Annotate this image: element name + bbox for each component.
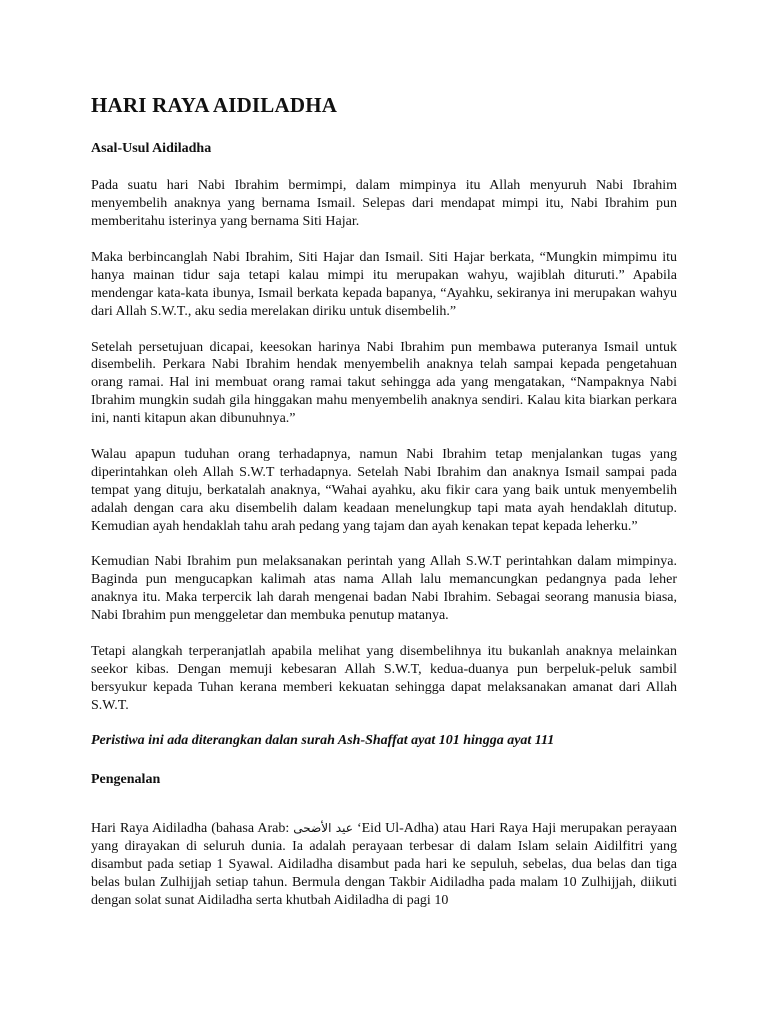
intro-text-start: Hari Raya Aidiladha (bahasa Arab: (91, 821, 294, 837)
section-heading: Pengenalan (91, 772, 161, 788)
intro-paragraph (91, 820, 677, 910)
paragraph: Tetapi alangkah terperanjatlah apabila melihat yang disembelihnya itu bukanlah anaknya melainkan seekor kibas. Dengan memuji kebesaran Allah S.W.T, kedua-duanya pun berpeluk-peluk sambil bersyukur kepada Tuhan kerana memberi kekuatan sehingga dapat melaksanakan amanat dari Allah S.W.T. (91, 643, 677, 713)
paragraph: Walau apapun tuduhan orang terhadapnya, namun Nabi Ibrahim tetap menjalankan tugas yang diperintahkan oleh Allah S.W.T terhadapnya. Setelah Nabi Ibrahim dan anaknya Ismail sampai pada tempat yang dituju, berkatalah anaknya, “Wahai ayahku, aku fikir cara yang baik untuk menyembelih adalah dengan cara aku disembelih dalam keadaan menelungkup tapi mata ayah hendaklah ditutup. Kemudian ayah hendaklah tahu arah pedang yang tajam dan ayah kenakan tepat kepada leherku.” (91, 446, 677, 534)
document-title: HARI RAYA AIDILADHA (91, 93, 338, 117)
paragraph: Kemudian Nabi Ibrahim pun melaksanakan perintah yang Allah S.W.T perintahkan dalam mimpinya. Baginda pun mengucapkan kalimah atas nama Allah lalu memancungkan pedangnya pada leher anaknya itu. Maka terpercik lah darah mengenai badan Nabi Ibrahim. Sebagai seorang manusia biasa, Nabi Ibrahim pun menggeletar dan membuka penutup matanya. (91, 554, 677, 624)
paragraph: Setelah persetujuan dicapai, keesokan harinya Nabi Ibrahim pun membawa puteranya Ismail untuk disembelih. Perkara Nabi Ibrahim hendak menyembelih anaknya telah sampai kepada pengetahuan orang ramai. Hal ini membuat orang ramai takut sehingga ada yang mengatakan, “Nampaknya Nabi Ibrahim mungkin sudah gila hinggakan mahu menyembelih anaknya sendiri. Kalau kita biarkan perkara ini, nanti kitapun akan dibunuhnya.” (91, 339, 677, 427)
intro-text-rest: ‘Eid Ul-Adha) atau Hari Raya Haji merupakan perayaan yang dirayakan di seluruh dunia. Ia adalah perayaan terbesar di dalam Islam selain Aidilfitri yang disambut pada setiap 1 Syawal. Aidiladha disambut pada hari ke sepuluh, sebelas, dua belas dan tiga belas bulan Zulhijjah setiap tahun. Bermula dengan Takbir Aidiladha pada malam 10 Zulhijjah, diikuti dengan solat sunat Aidiladha serta khutbah Aidiladha di pagi 10 (91, 821, 677, 909)
arabic-term: عيد الأضحى (293, 821, 353, 836)
document-subtitle: Asal-Usul Aidiladha (91, 141, 212, 157)
paragraph: Maka berbincanglah Nabi Ibrahim, Siti Hajar dan Ismail. Siti Hajar berkata, “Mungkin mimpimu itu hanya mainan tidur saja tetapi kalau mimpi itu merupakan wahyu, wajiblah dituruti.” Apabila mendengar kata-kata ibunya, Ismail berkata kepada bapanya, “Ayahku, sekiranya ini merupakan wahyu dari Allah S.W.T., aku sedia merelakan diriku untuk disembelih.” (91, 249, 677, 319)
surah-note: Peristiwa ini ada diterangkan dalan surah Ash-Shaffat ayat 101 hingga ayat 111 (91, 733, 555, 749)
paragraph: Pada suatu hari Nabi Ibrahim bermimpi, dalam mimpinya itu Allah menyuruh Nabi Ibrahim menyembelih anaknya yang bernama Ismail. Selepas dari mendapat mimpi itu, Nabi Ibrahim pun memberitahu isterinya yang bernama Siti Hajar. (91, 178, 677, 230)
